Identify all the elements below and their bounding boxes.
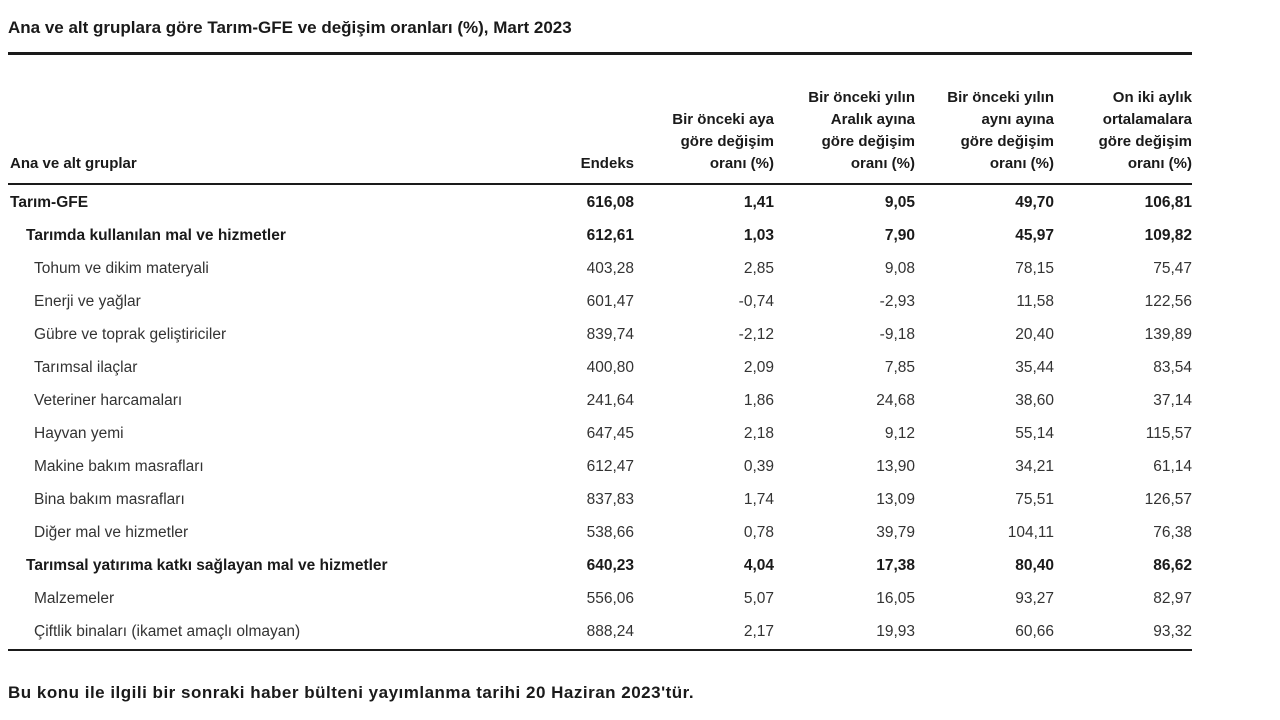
table-row [8, 220, 1192, 253]
row-december-change: 19,93 [876, 623, 915, 640]
row-december-change: 13,90 [876, 458, 915, 475]
row-monthly-change: 1,86 [743, 392, 774, 409]
header-yearly-line: aynı ayına [981, 111, 1054, 128]
row-yearly-change: 34,21 [1015, 458, 1054, 475]
row-december-change: -9,18 [879, 326, 915, 343]
header-twelve-month-line: oranı (%) [1127, 155, 1192, 172]
row-yearly-change: 45,97 [1015, 227, 1054, 244]
row-twelve-month-change: 115,57 [1145, 425, 1192, 442]
row-twelve-month-change: 139,89 [1144, 326, 1192, 343]
row-twelve-month-change: 93,32 [1153, 623, 1192, 640]
row-monthly-change: 2,18 [743, 425, 774, 442]
row-yearly-change: 49,70 [1015, 194, 1054, 211]
table-row [8, 187, 1192, 220]
row-monthly-change: 0,39 [743, 458, 774, 475]
header-yearly [947, 87, 1054, 175]
row-monthly-change: 5,07 [743, 590, 774, 607]
row-twelve-month-change: 86,62 [1153, 557, 1192, 574]
row-name: Tohum ve dikim materyali [34, 260, 209, 277]
row-index: 612,47 [586, 458, 634, 475]
header-monthly-line: oranı (%) [709, 155, 774, 172]
row-monthly-change: 1,41 [743, 194, 774, 211]
row-index: 839,74 [586, 326, 634, 343]
row-yearly-change: 104,11 [1007, 524, 1054, 541]
row-twelve-month-change: 106,81 [1144, 194, 1192, 211]
row-december-change: 16,05 [876, 590, 915, 607]
header-monthly [672, 109, 774, 175]
row-name: Çiftlik binaları (ikamet amaçlı olmayan) [34, 623, 301, 640]
row-index: 400,80 [586, 359, 634, 376]
row-twelve-month-change: 76,38 [1153, 524, 1192, 541]
row-december-change: 13,09 [876, 491, 915, 508]
row-name: Enerji ve yağlar [34, 293, 141, 310]
row-name: Makine bakım masrafları [34, 458, 204, 475]
header-twelve-month-line: ortalamalara [1102, 111, 1192, 128]
row-twelve-month-change: 83,54 [1153, 359, 1192, 376]
row-yearly-change: 78,15 [1015, 260, 1054, 277]
row-monthly-change: 4,04 [743, 557, 774, 574]
table-row [8, 385, 1192, 418]
header-index: Endeks [580, 155, 634, 172]
header-twelve-month [1099, 87, 1192, 175]
row-name: Tarımda kullanılan mal ve hizmetler [26, 227, 286, 244]
row-name: Gübre ve toprak geliştiriciler [34, 326, 227, 343]
row-name: Veteriner harcamaları [34, 392, 183, 409]
header-twelve-month-line: On iki aylık [1112, 89, 1192, 106]
row-yearly-change: 75,51 [1015, 491, 1054, 508]
header-monthly-line: Bir önceki aya [672, 111, 774, 128]
header-december [808, 87, 915, 175]
row-monthly-change: 2,85 [743, 260, 774, 277]
row-twelve-month-change: 109,82 [1144, 227, 1192, 244]
table-row [8, 484, 1192, 517]
row-index: 888,24 [586, 623, 634, 640]
row-december-change: 7,85 [884, 359, 915, 376]
table-row [8, 418, 1192, 451]
row-december-change: 9,12 [884, 425, 915, 442]
row-name: Malzemeler [34, 590, 115, 607]
row-index: 241,64 [586, 392, 634, 409]
row-december-change: 7,90 [884, 227, 915, 244]
table-row [8, 583, 1192, 616]
header-yearly-line: Bir önceki yılın [947, 89, 1054, 106]
row-monthly-change: 1,74 [743, 491, 774, 508]
table-title: Ana ve alt gruplara göre Tarım-GFE ve değişim oranları (%), Mart 2023 [8, 18, 572, 37]
row-december-change: -2,93 [879, 293, 915, 310]
table-bottom-rule [8, 649, 1192, 651]
row-index: 612,61 [586, 227, 634, 244]
row-yearly-change: 55,14 [1015, 425, 1054, 442]
row-twelve-month-change: 82,97 [1153, 590, 1192, 607]
row-yearly-change: 60,66 [1015, 623, 1054, 640]
table-row [8, 286, 1192, 319]
row-index: 616,08 [586, 194, 634, 211]
row-index: 837,83 [586, 491, 634, 508]
row-december-change: 9,08 [884, 260, 915, 277]
row-yearly-change: 93,27 [1015, 590, 1054, 607]
header-yearly-line: oranı (%) [989, 155, 1054, 172]
table-row [8, 616, 1192, 649]
table-row [8, 253, 1192, 286]
data-table [8, 52, 1192, 651]
row-yearly-change: 38,60 [1015, 392, 1054, 409]
header-december-line: oranı (%) [850, 155, 915, 172]
row-index: 538,66 [586, 524, 634, 541]
row-twelve-month-change: 122,56 [1144, 293, 1192, 310]
row-index: 647,45 [586, 425, 634, 442]
row-twelve-month-change: 37,14 [1153, 392, 1192, 409]
table-row [8, 550, 1192, 583]
row-name: Diğer mal ve hizmetler [34, 524, 189, 541]
table-row [8, 451, 1192, 484]
header-december-line: Bir önceki yılın [808, 89, 915, 106]
row-index: 601,47 [586, 293, 634, 310]
row-name: Hayvan yemi [34, 425, 124, 442]
footnote: Bu konu ile ilgili bir sonraki haber bülteni yayımlanma tarihi 20 Haziran 2023'tür. [8, 683, 695, 702]
row-monthly-change: 0,78 [743, 524, 774, 541]
row-name: Bina bakım masrafları [34, 491, 185, 508]
row-yearly-change: 80,40 [1015, 557, 1054, 574]
table-header [8, 55, 1192, 185]
row-yearly-change: 11,58 [1016, 293, 1054, 310]
header-yearly-line: göre değişim [960, 133, 1054, 150]
row-twelve-month-change: 126,57 [1144, 491, 1192, 508]
row-monthly-change: 2,17 [743, 623, 774, 640]
row-monthly-change: 2,09 [743, 359, 774, 376]
header-twelve-month-line: göre değişim [1098, 133, 1192, 150]
header-december-line: Aralık ayına [830, 111, 915, 128]
row-name: Tarımsal ilaçlar [34, 359, 138, 376]
row-monthly-change: 1,03 [743, 227, 774, 244]
table-row [8, 352, 1192, 385]
row-yearly-change: 35,44 [1015, 359, 1054, 376]
header-december-line: göre değişim [821, 133, 915, 150]
row-december-change: 17,38 [876, 557, 915, 574]
row-december-change: 24,68 [876, 392, 915, 409]
row-name: Tarımsal yatırıma katkı sağlayan mal ve hizmetler [26, 557, 388, 574]
row-yearly-change: 20,40 [1015, 326, 1054, 343]
row-december-change: 9,05 [884, 194, 915, 211]
row-twelve-month-change: 61,14 [1153, 458, 1192, 475]
row-index: 640,23 [586, 557, 634, 574]
row-name: Tarım-GFE [10, 194, 89, 211]
table-body [8, 187, 1192, 649]
row-twelve-month-change: 75,47 [1153, 260, 1192, 277]
row-monthly-change: -0,74 [738, 293, 774, 310]
table-row [8, 517, 1192, 550]
header-monthly-line: göre değişim [680, 133, 774, 150]
header-groups: Ana ve alt gruplar [10, 155, 137, 172]
row-index: 403,28 [586, 260, 634, 277]
row-monthly-change: -2,12 [738, 326, 774, 343]
row-index: 556,06 [586, 590, 634, 607]
row-december-change: 39,79 [876, 524, 915, 541]
table-row [8, 319, 1192, 352]
